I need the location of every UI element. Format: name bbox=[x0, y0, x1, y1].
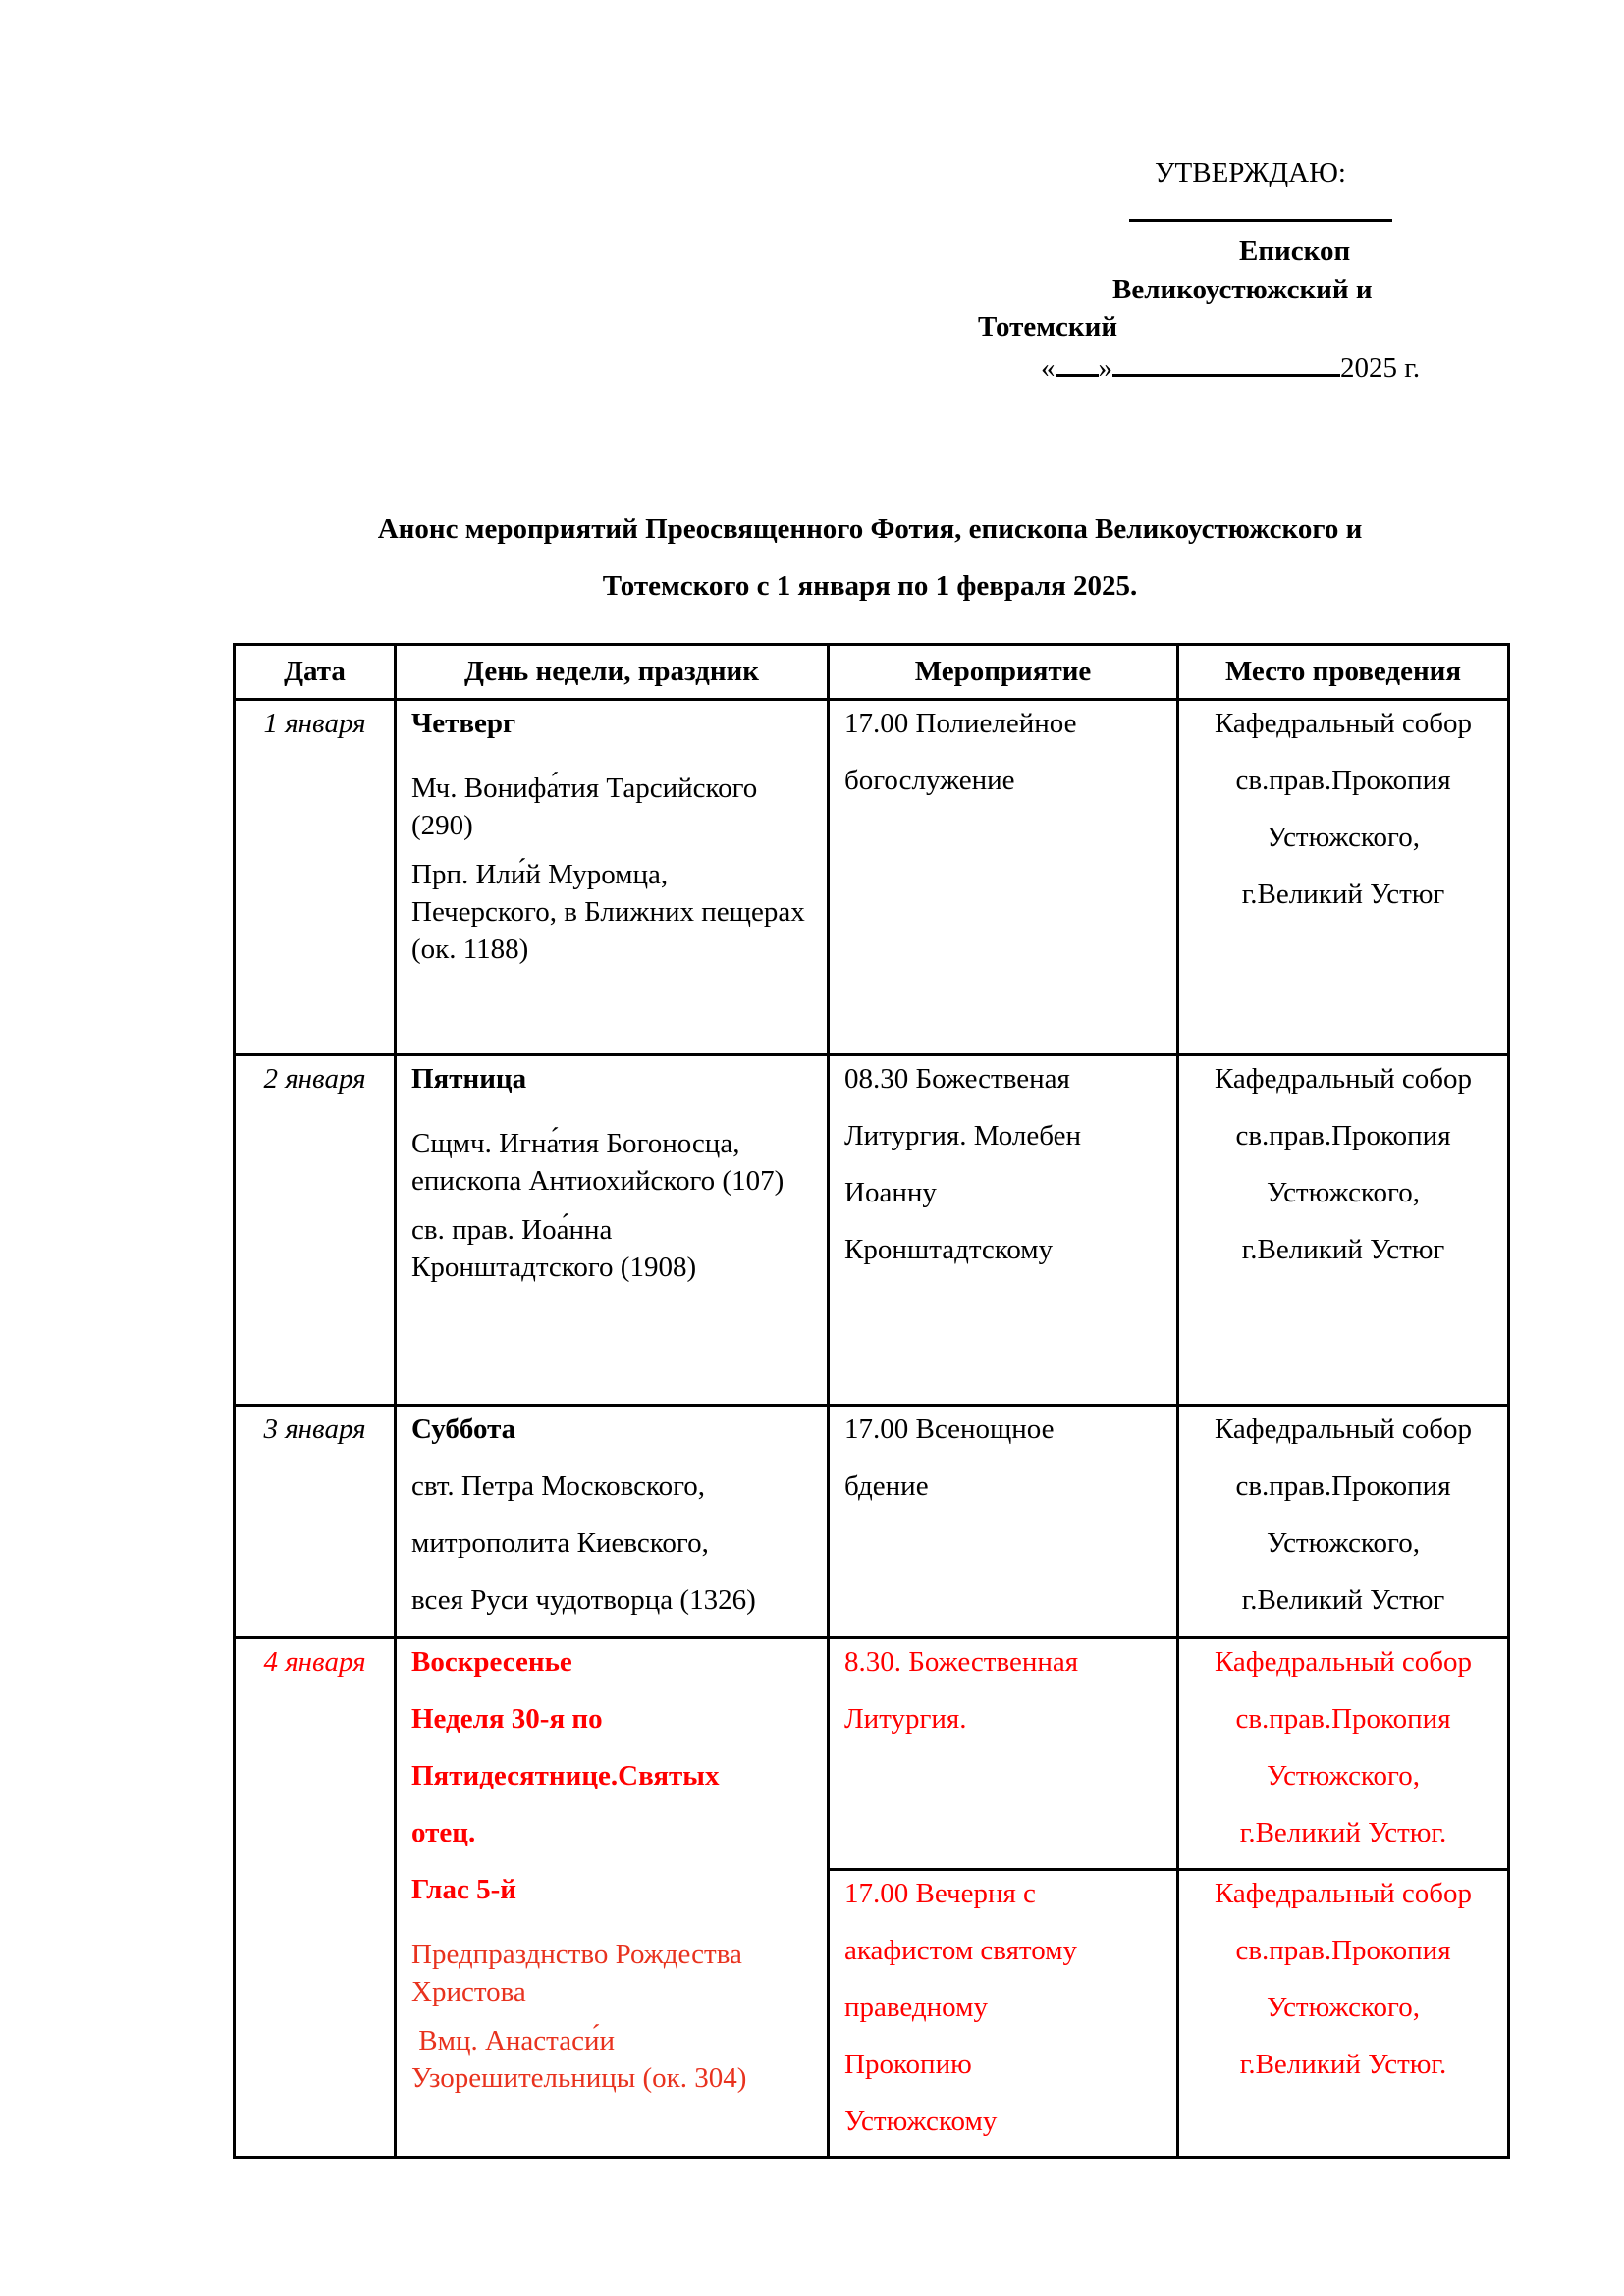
table-row bbox=[235, 1055, 1509, 1406]
cell-weekday bbox=[396, 700, 829, 1055]
event-line: праведному bbox=[844, 1992, 988, 2023]
approval-bishop-line2: Великоустюжский и bbox=[1112, 274, 1373, 305]
cell-event bbox=[829, 1638, 1178, 1870]
cell-event bbox=[829, 1870, 1178, 2158]
event-line: бдение bbox=[844, 1470, 929, 1502]
event-line: 17.00 Всенощное bbox=[844, 1414, 1055, 1445]
weekday-name: Четверг bbox=[411, 708, 516, 739]
event-line: 17.00 Вечерня с bbox=[844, 1878, 1036, 1909]
feast-item: Мч. Вонифа́тия Тарсийского (290) bbox=[411, 773, 758, 841]
header-place: Место проведения bbox=[1178, 645, 1509, 700]
feast-item: Вмц. Анастаси́и Узорешительницы (ок. 304) bbox=[411, 2025, 747, 2094]
signature-line bbox=[1129, 219, 1392, 222]
place-line: св.прав.Прокопия bbox=[1235, 765, 1451, 796]
place-line: Кафедральный собор bbox=[1214, 1878, 1473, 1909]
event-line: 08.30 Божественая bbox=[844, 1063, 1070, 1095]
place-line: Кафедральный собор bbox=[1214, 708, 1473, 739]
event-line: Устюжскому bbox=[844, 2106, 998, 2137]
place-line: г.Великий Устюг. bbox=[1239, 2049, 1447, 2080]
place-line: Кафедральный собор bbox=[1214, 1063, 1473, 1095]
event-line: Прокопию bbox=[844, 2049, 972, 2080]
sunday-line: отец. bbox=[411, 1817, 476, 1848]
event-line: 8.30. Божественная bbox=[844, 1646, 1079, 1678]
place-line: Устюжского, bbox=[1267, 822, 1420, 853]
place-line: г.Великий Устюг bbox=[1241, 879, 1445, 910]
feast-item: митрополита Киевского, bbox=[411, 1527, 709, 1559]
cell-event bbox=[829, 1055, 1178, 1406]
document-title bbox=[233, 501, 1507, 614]
cell-place bbox=[1178, 1055, 1509, 1406]
place-line: г.Великий Устюг. bbox=[1239, 1817, 1447, 1848]
place-line: г.Великий Устюг bbox=[1241, 1234, 1445, 1265]
cell-place bbox=[1178, 1870, 1509, 2158]
feast-item: всея Руси чудотворца (1326) bbox=[411, 1584, 756, 1616]
feast-item: свт. Петра Московского, bbox=[411, 1470, 706, 1502]
event-line: Кронштадтскому bbox=[844, 1234, 1054, 1265]
weekday-name: Суббота bbox=[411, 1414, 516, 1445]
cell-place bbox=[1178, 1406, 1509, 1638]
feast-item: Прп. Или́й Муромца, Печерского, в Ближних пещерах (ок. 1188) bbox=[411, 859, 805, 965]
feast-item: св. прав. Иоа́нна Кронштадтского (1908) bbox=[411, 1214, 697, 1283]
cell-date: 4 января bbox=[235, 1638, 396, 2158]
table-row bbox=[235, 1406, 1509, 1638]
place-line: св.прав.Прокопия bbox=[1235, 1935, 1451, 1966]
feast-item: Предпразднство Рождества Христова bbox=[411, 1939, 742, 2007]
place-line: Устюжского, bbox=[1267, 1527, 1420, 1559]
table-row-holiday bbox=[235, 1638, 1509, 1870]
title-line-1: Анонс мероприятий Преосвященного Фотия, епископа Великоустюжского и bbox=[377, 513, 1363, 545]
place-line: Кафедральный собор bbox=[1214, 1414, 1473, 1445]
place-line: св.прав.Прокопия bbox=[1235, 1470, 1451, 1502]
cell-place bbox=[1178, 1638, 1509, 1870]
header-weekday: День недели, праздник bbox=[396, 645, 829, 700]
date-open-quote: « bbox=[1041, 352, 1056, 384]
table-row bbox=[235, 700, 1509, 1055]
cell-weekday bbox=[396, 1638, 829, 2158]
approval-bishop-line1: Епископ bbox=[1239, 236, 1351, 267]
header-event: Мероприятие bbox=[829, 645, 1178, 700]
cell-weekday bbox=[396, 1406, 829, 1638]
title-line-2: Тотемского с 1 января по 1 февраля 2025. bbox=[602, 570, 1138, 602]
place-line: Устюжского, bbox=[1267, 1992, 1420, 2023]
approval-bishop-line3: Тотемский bbox=[978, 311, 1118, 343]
table-header-row bbox=[235, 645, 1509, 700]
event-line: 17.00 Полиелейное bbox=[844, 708, 1077, 739]
place-line: св.прав.Прокопия bbox=[1235, 1703, 1451, 1735]
day-blank bbox=[1056, 348, 1099, 377]
cell-event bbox=[829, 1406, 1178, 1638]
place-line: Устюжского, bbox=[1267, 1177, 1420, 1208]
cell-weekday bbox=[396, 1055, 829, 1406]
event-line: Литургия. bbox=[844, 1703, 967, 1735]
cell-place bbox=[1178, 700, 1509, 1055]
place-line: Кафедральный собор bbox=[1214, 1646, 1473, 1678]
approval-title: УТВЕРЖДАЮ: bbox=[1155, 157, 1346, 188]
event-line: акафистом святому bbox=[844, 1935, 1078, 1966]
place-line: св.прав.Прокопия bbox=[1235, 1120, 1451, 1151]
event-line: богослужение bbox=[844, 765, 1015, 796]
header-date: Дата bbox=[235, 645, 396, 700]
cell-date: 2 января bbox=[235, 1055, 396, 1406]
date-year: 2025 г. bbox=[1340, 352, 1421, 384]
cell-event bbox=[829, 700, 1178, 1055]
sunday-line: Пятидесятнице.Святых bbox=[411, 1760, 720, 1791]
approval-date-line bbox=[1041, 348, 1420, 385]
place-line: Устюжского, bbox=[1267, 1760, 1420, 1791]
date-close-quote: » bbox=[1098, 352, 1112, 384]
sunday-line: Неделя 30-я по bbox=[411, 1703, 603, 1735]
event-line: Литургия. Молебен bbox=[844, 1120, 1082, 1151]
weekday-name: Воскресенье bbox=[411, 1646, 572, 1678]
weekday-name: Пятница bbox=[411, 1063, 527, 1095]
event-line: Иоанну bbox=[844, 1177, 937, 1208]
place-line: г.Великий Устюг bbox=[1241, 1584, 1445, 1616]
schedule-table bbox=[233, 643, 1510, 2159]
month-blank bbox=[1112, 348, 1340, 377]
cell-date: 1 января bbox=[235, 700, 396, 1055]
tone-line: Глас 5-й bbox=[411, 1874, 516, 1905]
cell-date: 3 января bbox=[235, 1406, 396, 1638]
feast-item: Сщмч. Игна́тия Богоносца, епископа Антиохийского (107) bbox=[411, 1128, 785, 1197]
